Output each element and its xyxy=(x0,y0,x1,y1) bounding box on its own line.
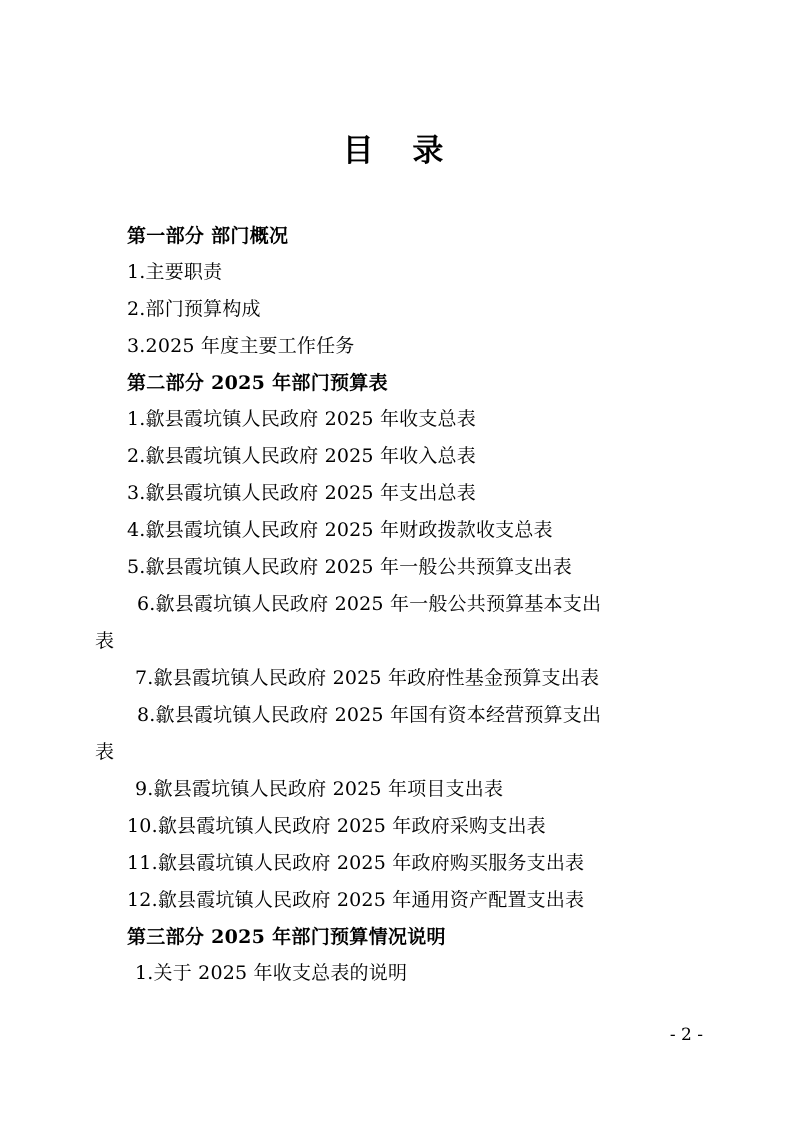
toc-entry[interactable]: 3.2025 年度主要工作任务 xyxy=(127,335,355,357)
toc-section-heading: 第一部分 部门概况 xyxy=(127,225,289,247)
toc-entry[interactable]: 2.歙县霞坑镇人民政府 2025 年收入总表 xyxy=(127,445,476,467)
toc-entry-text-continued: 表 xyxy=(95,630,115,652)
toc-section-heading: 第三部分 2025 年部门预算情况说明 xyxy=(127,926,446,948)
toc-entry[interactable]: 5.歙县霞坑镇人民政府 2025 年一般公共预算支出表 xyxy=(127,556,572,578)
page-content xyxy=(95,0,705,992)
toc-entry[interactable]: 11.歙县霞坑镇人民政府 2025 年政府购买服务支出表 xyxy=(127,852,585,874)
page-number: - 2 - xyxy=(669,1025,703,1045)
toc-entry-text: 6.歙县霞坑镇人民政府 2025 年一般公共预算基本支出 xyxy=(137,593,602,615)
toc-entry[interactable]: 1.主要职责 xyxy=(127,261,223,283)
toc-entry-text-continued: 表 xyxy=(95,741,115,763)
toc-entry[interactable]: 10.歙县霞坑镇人民政府 2025 年政府采购支出表 xyxy=(127,815,546,837)
page-title: 目 录 xyxy=(342,133,458,169)
toc-entry[interactable]: 2.部门预算构成 xyxy=(127,298,261,320)
table-of-contents xyxy=(95,218,705,992)
toc-entry[interactable]: 12.歙县霞坑镇人民政府 2025 年通用资产配置支出表 xyxy=(127,889,585,911)
toc-entry[interactable]: 1.歙县霞坑镇人民政府 2025 年收支总表 xyxy=(127,408,476,430)
toc-entry[interactable]: 9.歙县霞坑镇人民政府 2025 年项目支出表 xyxy=(135,778,504,800)
toc-entry[interactable] xyxy=(95,697,707,771)
toc-entry[interactable]: 3.歙县霞坑镇人民政府 2025 年支出总表 xyxy=(127,482,476,504)
toc-entry[interactable] xyxy=(95,586,707,660)
toc-entry[interactable]: 1.关于 2025 年收支总表的说明 xyxy=(135,962,408,984)
toc-entry[interactable]: 7.歙县霞坑镇人民政府 2025 年政府性基金预算支出表 xyxy=(135,667,600,689)
toc-entry-text: 8.歙县霞坑镇人民政府 2025 年国有资本经营预算支出 xyxy=(137,704,602,726)
toc-entry[interactable]: 4.歙县霞坑镇人民政府 2025 年财政拨款收支总表 xyxy=(127,519,553,541)
toc-section-heading: 第二部分 2025 年部门预算表 xyxy=(127,372,388,394)
